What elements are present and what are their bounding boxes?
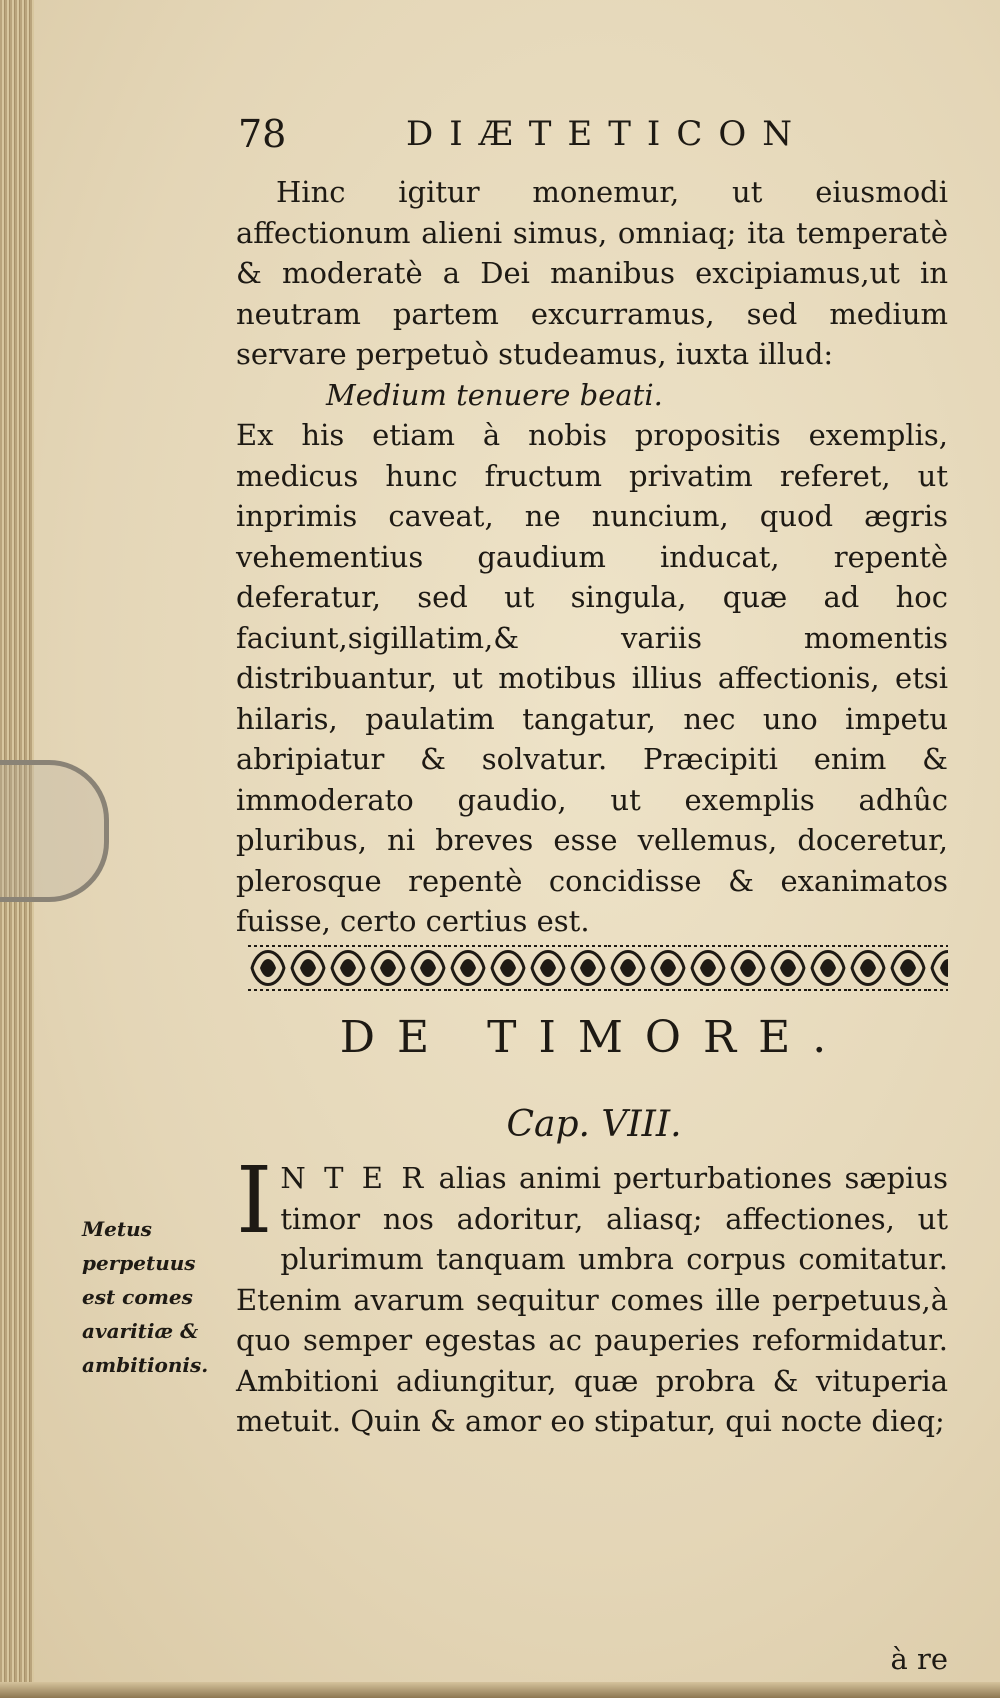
chapter-number: Cap. VIII.	[506, 1104, 682, 1145]
first-word-rest: N T E R	[280, 1161, 427, 1195]
drop-cap: I	[236, 1147, 273, 1254]
chapter-text	[236, 1147, 948, 1442]
chapter-paragraph	[236, 1147, 948, 1442]
page-number: 78	[238, 112, 287, 156]
chapter-title: DE TIMORE.	[339, 1012, 849, 1063]
ornament-band	[248, 940, 948, 996]
chapter-body: alias animi perturbationes sæpius timor nos adoritur, aliasq; affectiones, ut plurimum tanquam umbra corpus comitatur. Etenim avarum sequitur comes ille perpetuus,à quo semper egestas ac pauperies reformidatur. Ambitioni adiungitur, quæ probra & vituperia metuit. Quin & amor eo stipatur, qui nocte dieq;	[236, 1161, 948, 1438]
running-title: DIÆTETICON	[406, 114, 808, 154]
main-text	[236, 172, 948, 942]
paragraph-1: Hinc igitur monemur, ut eiusmodi affectionum alieni simus, omniaq; ita temperatè & moderatè a Dei manibus excipiamus,ut in neutram partem excurramus, sed medium servare perpetuò studeamus, iuxta illud:	[236, 175, 948, 371]
paper-clip	[0, 760, 109, 902]
page-header	[238, 112, 958, 160]
quotation: Medium tenuere beati.	[326, 377, 663, 412]
paragraph-2: Ex his etiam à nobis propositis exemplis, medicus hunc fructum privatim referet, ut inprimis caveat, ne nuncium, quod ægris vehementius gaudium inducat, repentè deferatur, sed ut singula, quæ ad hoc faciunt,sigillatim,& variis momentis distribuantur, ut motibus illius affectionis, etsi hilaris, paulatim tangatur, nec uno impetu abripiatur & solvatur. Præcipiti enim & immoderato gaudio, ut exemplis adhûc pluribus, ni breves esse vellemus, doceretur, plerosque repentè concidisse & exanimatos fuisse, certo certius est.	[236, 418, 948, 938]
page-bottom-edge	[0, 1682, 1000, 1698]
catchword: à re	[890, 1642, 948, 1676]
marginal-note: Metus perpetuus est comes avaritiæ & ambitionis.	[82, 1217, 209, 1377]
